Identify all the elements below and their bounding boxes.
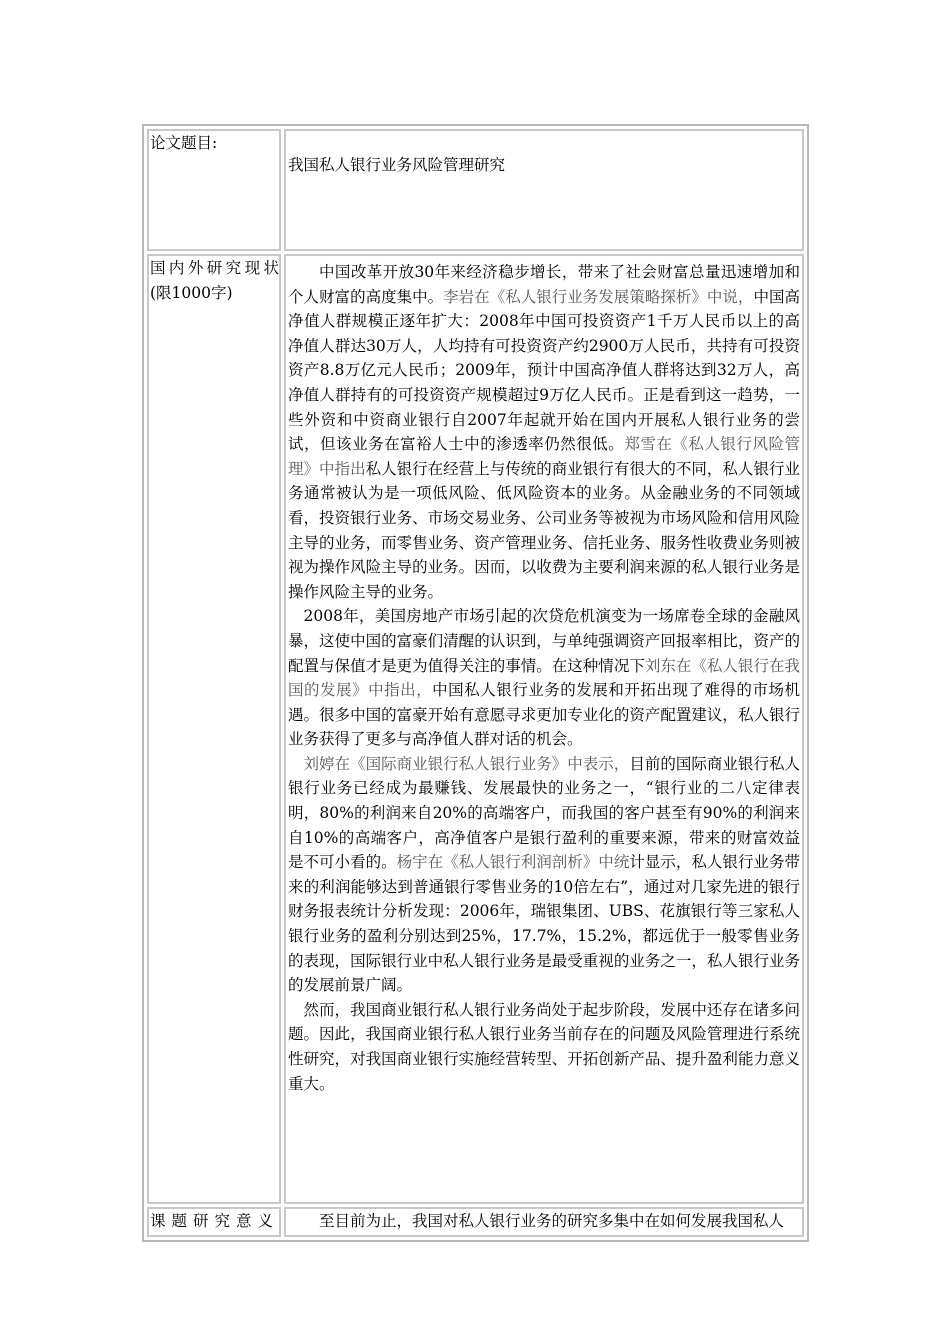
status-paragraph-3 bbox=[288, 752, 800, 998]
research-status-label: 国内外研究现状(限1000字) bbox=[147, 254, 281, 1204]
status-citation: 刘婷在《国际商业银行私人银行业务》中表示， bbox=[303, 754, 630, 773]
status-text: 中国改革开放30年来经济稳步增长，带来了社会财富总量迅速增加和个人财富的高度集中。 bbox=[288, 263, 800, 306]
status-paragraph-4 bbox=[288, 998, 800, 1096]
status-paragraph-1 bbox=[288, 260, 800, 604]
status-text: 中国私人银行业务的发展和开拓出现了难得的市场机遇。很多中国的富豪开始有意愿寻求更加专业化的资产配置建议，私人银行业务获得了更多与高净值人群对话的机会。 bbox=[288, 681, 800, 749]
status-citation: 刘东在《私人银行在我国的发展》中指出， bbox=[288, 656, 800, 700]
status-text: 2008年，美国房地产市场引起的次贷危机演变为一场席卷全球的金融风暴，这使中国的富豪们清醒的认识到，与单纯强调资产回报率相比，资产的配置与保值才是更为值得关注的事情。在这种情况下 bbox=[288, 607, 800, 675]
status-text: 然而，我国商业银行私人银行业务尚处于起步阶段，发展中还存在诸多问题。因此，我国商业银行私人银行业务当前存在的问题及风险管理进行系统性研究，对我国商业银行实施经营转型、开拓创新产品、提升盈利能力意义重大。 bbox=[288, 1000, 800, 1093]
status-paragraph-2 bbox=[288, 604, 800, 752]
proposal-form-table bbox=[142, 124, 809, 1242]
status-text: 中国高净值人群规模正逐年扩大：2008年中国可投资资产1千万人民币以上的高净值人群达30万人，人均持有可投资资产约2900万人民币，共持有可投资资产8.8万亿元人民币；2009年，预计中国高净值人群将达到32万人，高净值人群持有的可投资资产规模超过9万亿人民币。正是看到这一趋势，一些外资和中资商业银行自2007年起就开始在国内开展私人银行业务的尝试，但该业务在富裕人士中的渗透率仍然很低。 bbox=[288, 287, 800, 454]
status-citation: 杨宇在《私人银行利润剖析》中统 bbox=[396, 853, 630, 872]
research-status-row bbox=[147, 254, 804, 1204]
status-text: 私人银行在经营上与传统的商业银行有很大的不同，私人银行业务通常被认为是一项低风险、低风险资本的业务。从金融业务的不同领域看，投资银行业务、市场交易业务、公司业务等被视为市场风险和信用风险主导的业务，而零售业务、资产管理业务、信托业务、服务性收费业务则被视为操作风险主导的业务。因而，以收费为主要利润来源的私人银行业务是操作风险主导的业务。 bbox=[288, 459, 800, 601]
status-text: 计显示，私人银行业务带来的利润能够达到普通银行零售业务的10倍左右”，通过对几家先进的银行财务报表统计分析发现：2006年，瑞银集团、UBS、花旗银行等三家私人银行业务的盈利分别达到25%，17.7%，15.2%，都远优于一般零售业务的表现，国际银行业中私人银行业务是最受重视的业务之一，私人银行业务的发展前景广阔。 bbox=[288, 853, 800, 995]
status-text: 目前的国际商业银行私人银行业务已经成为最赚钱、发展最快的业务之一，“银行业的二八定律表明，80%的利润来自20%的高端客户，而我国的客户甚至有90%的利润来自10%的高端客户，高净值客户是银行盈利的重要来源，带来的财富效益是不可小看的。 bbox=[288, 754, 800, 872]
significance-row bbox=[147, 1207, 804, 1237]
research-significance-label: 课题研究意义 bbox=[147, 1207, 281, 1237]
title-row bbox=[147, 129, 804, 251]
thesis-title-value: 我国私人银行业务风险管理研究 bbox=[284, 129, 804, 251]
status-citation: 郑雪在《私人银行风险管理》中指出 bbox=[288, 435, 800, 478]
thesis-title-label: 论文题目: bbox=[147, 129, 281, 251]
research-status-body bbox=[284, 254, 804, 1204]
research-significance-body: 至目前为止，我国对私人银行业务的研究多集中在如何发展我国私人 bbox=[284, 1207, 804, 1237]
status-citation: 李岩在《私人银行业务发展策略探析》中说， bbox=[443, 287, 754, 306]
